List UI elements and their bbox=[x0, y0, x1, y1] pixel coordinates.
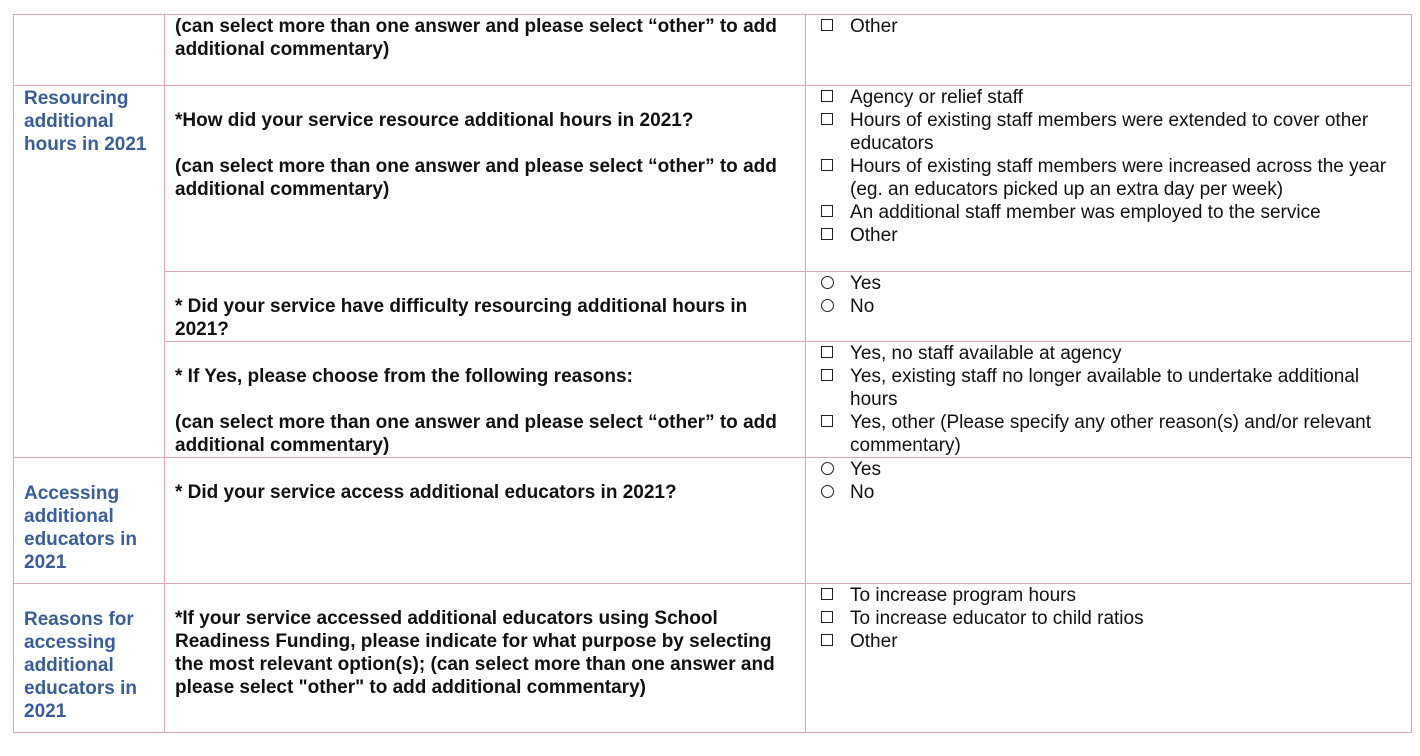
question-cell bbox=[165, 272, 806, 342]
radio-icon[interactable] bbox=[821, 462, 834, 475]
option-hours-extended[interactable]: Hours of existing staff members were extended to cover other educators bbox=[850, 109, 1403, 155]
section-label-accessing: Accessing additional educators in 2021 bbox=[14, 458, 165, 584]
option-other[interactable]: Other bbox=[850, 15, 1403, 38]
options-cell bbox=[806, 272, 1412, 342]
survey-table bbox=[13, 14, 1412, 733]
checkbox-icon[interactable] bbox=[821, 588, 833, 600]
table-row bbox=[14, 86, 1412, 272]
option-yes[interactable]: Yes bbox=[850, 272, 1403, 295]
table-row bbox=[14, 272, 1412, 342]
question-cell bbox=[165, 458, 806, 584]
checkbox-icon[interactable] bbox=[821, 346, 833, 358]
option-yes[interactable]: Yes bbox=[850, 458, 1403, 481]
table-row bbox=[14, 342, 1412, 458]
option-other[interactable]: Other bbox=[850, 630, 1403, 653]
question-note: (can select more than one answer and please select “other” to add additional commentary) bbox=[175, 16, 777, 60]
options-cell bbox=[806, 458, 1412, 584]
checkbox-icon[interactable] bbox=[821, 611, 833, 623]
question-cell bbox=[165, 584, 806, 733]
options-cell bbox=[806, 584, 1412, 733]
option-no[interactable]: No bbox=[850, 295, 1403, 318]
options-cell bbox=[806, 15, 1412, 86]
checkbox-icon[interactable] bbox=[821, 113, 833, 125]
checkbox-icon[interactable] bbox=[821, 415, 833, 427]
checkbox-icon[interactable] bbox=[821, 634, 833, 646]
option-no-agency-staff[interactable]: Yes, no staff available at agency bbox=[850, 342, 1403, 365]
radio-icon[interactable] bbox=[821, 299, 834, 312]
option-other[interactable]: Other bbox=[850, 224, 1403, 247]
checkbox-icon[interactable] bbox=[821, 90, 833, 102]
table-row bbox=[14, 15, 1412, 86]
option-additional-staff[interactable]: An additional staff member was employed to the service bbox=[850, 201, 1403, 224]
section-label-reasons: Reasons for accessing additional educators in 2021 bbox=[14, 584, 165, 733]
option-agency-staff[interactable]: Agency or relief staff bbox=[850, 86, 1403, 109]
radio-icon[interactable] bbox=[821, 485, 834, 498]
question-text: *How did your service resource additional hours in 2021? bbox=[175, 110, 694, 131]
options-cell bbox=[806, 342, 1412, 458]
question-note: (can select more than one answer and please select “other” to add additional commentary) bbox=[175, 156, 777, 200]
question-text: *If your service accessed additional educators using School Readiness Funding, please indicate for what purpose by selecting the most relevant option(s); (can select more than one answer and please select "other" to add additional commentary) bbox=[175, 608, 775, 698]
option-educator-ratios[interactable]: To increase educator to child ratios bbox=[850, 607, 1403, 630]
question-text: * If Yes, please choose from the following reasons: bbox=[175, 366, 633, 387]
section-cell-empty bbox=[14, 15, 165, 86]
checkbox-icon[interactable] bbox=[821, 205, 833, 217]
checkbox-icon[interactable] bbox=[821, 228, 833, 240]
question-cell bbox=[165, 342, 806, 458]
table-row bbox=[14, 584, 1412, 733]
section-label-resourcing: Resourcing additional hours in 2021 bbox=[14, 86, 165, 458]
radio-icon[interactable] bbox=[821, 276, 834, 289]
option-other-reason[interactable]: Yes, other (Please specify any other reason(s) and/or relevant commentary) bbox=[850, 411, 1403, 457]
option-staff-unavailable[interactable]: Yes, existing staff no longer available to undertake additional hours bbox=[850, 365, 1403, 411]
question-note: (can select more than one answer and please select “other” to add additional commentary) bbox=[175, 412, 777, 456]
option-hours-increased[interactable]: Hours of existing staff members were increased across the year (eg. an educators picked up an extra day per week) bbox=[850, 155, 1403, 201]
checkbox-icon[interactable] bbox=[821, 369, 833, 381]
question-cell bbox=[165, 86, 806, 272]
options-cell bbox=[806, 86, 1412, 272]
checkbox-icon[interactable] bbox=[821, 159, 833, 171]
question-cell bbox=[165, 15, 806, 86]
option-program-hours[interactable]: To increase program hours bbox=[850, 584, 1403, 607]
option-no[interactable]: No bbox=[850, 481, 1403, 504]
checkbox-icon[interactable] bbox=[821, 19, 833, 31]
question-text: * Did your service have difficulty resourcing additional hours in 2021? bbox=[175, 296, 748, 340]
question-text: * Did your service access additional educators in 2021? bbox=[175, 482, 677, 503]
table-row bbox=[14, 458, 1412, 584]
